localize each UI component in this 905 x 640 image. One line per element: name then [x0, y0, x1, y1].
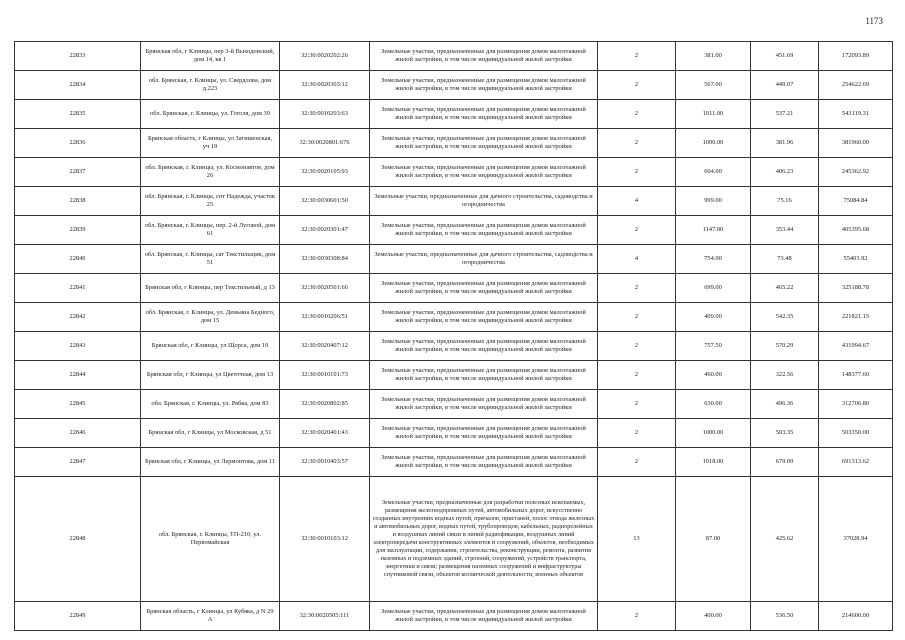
land-use-cell: Земельные участки, предназначенные для размещения домов малоэтажной жилой застройки, в том числе индивидуальной жилой застройки: [370, 448, 598, 477]
area-cell: 400.00: [676, 602, 751, 631]
area-cell: 999.00: [676, 187, 751, 216]
specific-value-cell: 496.36: [751, 390, 819, 419]
address-cell: Брянская область, г Клинцы, ул Затишенская, уч 19: [141, 129, 280, 158]
table-row: [15, 245, 893, 274]
specific-value-cell: 536.50: [751, 602, 819, 631]
address-cell: обл. Брянская, г. Клинцы, ул. Свердлова, дом д.223: [141, 71, 280, 100]
land-use-cell: Земельные участки, предназначенные для размещения домов малоэтажной жилой застройки, в том числе индивидуальной жилой застройки: [370, 361, 598, 390]
table-row: [15, 129, 893, 158]
cadastral-value-cell: 37028.94: [819, 477, 893, 602]
row-number-cell: 22845: [15, 390, 141, 419]
land-use-cell: Земельные участки, предназначенные для разработки полезных ископаемых, размещения железнодорожных путей, автомобильных дорог, искусственно созданных внутренних водных путей, причалов, пристаней, полос отвода железных и автомобильных дорог, водных путей, трубопроводов, кабельных, радиорелейных и воздушных линий связи и линий радиофикации, воздушных линий электропередачи конструктивных элементов и сооружений, объектов, необходимых для эксплуатации, содержания, строительства, реконструкции, ремонта, развития наземных и подземных зданий, строений, сооружений, устройств транспорта, энергетики и связи; размещения наземных сооружений и инфраструктуры спутниковой связи, объектов космической деятельности, военных объектов: [370, 477, 598, 602]
group-cell: 4: [598, 187, 676, 216]
cadastral-value-cell: 503350.00: [819, 419, 893, 448]
area-cell: 757.50: [676, 332, 751, 361]
specific-value-cell: 503.35: [751, 419, 819, 448]
row-number-cell: 22846: [15, 419, 141, 448]
group-cell: 2: [598, 303, 676, 332]
cadastral-value-cell: 312706.80: [819, 390, 893, 419]
specific-value-cell: 537.21: [751, 100, 819, 129]
land-use-cell: Земельные участки, предназначенные для размещения домов малоэтажной жилой застройки, в том числе индивидуальной жилой застройки: [370, 216, 598, 245]
area-cell: 409.00: [676, 303, 751, 332]
cadastral-number-cell: 32:30:0010206:51: [280, 303, 370, 332]
land-use-cell: Земельные участки, предназначенные для размещения домов малоэтажной жилой застройки, в том числе индивидуальной жилой застройки: [370, 390, 598, 419]
table-row: [15, 448, 893, 477]
specific-value-cell: 451.69: [751, 42, 819, 71]
row-number-cell: 22836: [15, 129, 141, 158]
cadastral-number-cell: 32:30:0020501:66: [280, 274, 370, 303]
cadastral-number-cell: 32:30:0020802:85: [280, 390, 370, 419]
group-cell: 2: [598, 129, 676, 158]
cadastral-number-cell: 32:30:0020401:43: [280, 419, 370, 448]
table-row: [15, 274, 893, 303]
group-cell: 2: [598, 100, 676, 129]
row-number-cell: 22834: [15, 71, 141, 100]
specific-value-cell: 73.48: [751, 245, 819, 274]
address-cell: Брянская обл, г Клинцы, ул Лермонтова, дом 11: [141, 448, 280, 477]
land-use-cell: Земельные участки, предназначенные для размещения домов малоэтажной жилой застройки, в том числе индивидуальной жилой застройки: [370, 42, 598, 71]
specific-value-cell: 679.09: [751, 448, 819, 477]
cadastral-value-cell: 245362.92: [819, 158, 893, 187]
address-cell: обл. Брянская, г. Клинцы, ул. Гоголя, дом 39: [141, 100, 280, 129]
specific-value-cell: 570.29: [751, 332, 819, 361]
group-cell: 2: [598, 361, 676, 390]
specific-value-cell: 75.16: [751, 187, 819, 216]
address-cell: обл. Брянская, г. Клинцы, ул. Рябка, дом 83: [141, 390, 280, 419]
land-use-cell: Земельные участки, предназначенные для размещения домов малоэтажной жилой застройки, в том числе индивидуальной жилой застройки: [370, 100, 598, 129]
cadastral-value-cell: 148377.60: [819, 361, 893, 390]
table-row: [15, 332, 893, 361]
group-cell: 2: [598, 419, 676, 448]
cadastral-value-cell: 254622.69: [819, 71, 893, 100]
row-number-cell: 22848: [15, 477, 141, 602]
table-row: [15, 187, 893, 216]
address-cell: обл. Брянская, г. Клинцы, ул. Космонавтов, дом 26: [141, 158, 280, 187]
address-cell: обл. Брянская, г. Клинцы, ул. Демьяна Бедного, дом 15: [141, 303, 280, 332]
address-cell: Брянская обл, г Клинцы, ул Щорса, дом 19: [141, 332, 280, 361]
specific-value-cell: 425.62: [751, 477, 819, 602]
area-cell: 567.00: [676, 71, 751, 100]
cadastral-value-cell: 325188.78: [819, 274, 893, 303]
row-number-cell: 22835: [15, 100, 141, 129]
group-cell: 2: [598, 158, 676, 187]
row-number-cell: 22833: [15, 42, 141, 71]
specific-value-cell: 322.56: [751, 361, 819, 390]
area-cell: 87.00: [676, 477, 751, 602]
row-number-cell: 22842: [15, 303, 141, 332]
cadastral-value-table: [14, 41, 893, 631]
row-number-cell: 22837: [15, 158, 141, 187]
group-cell: 2: [598, 602, 676, 631]
table-row: [15, 216, 893, 245]
row-number-cell: 22840: [15, 245, 141, 274]
area-cell: 1011.00: [676, 100, 751, 129]
group-cell: 2: [598, 216, 676, 245]
cadastral-value-cell: 221821.15: [819, 303, 893, 332]
cadastral-value-cell: 214600.00: [819, 602, 893, 631]
cadastral-number-cell: 32:30:0020301:47: [280, 216, 370, 245]
table-row: [15, 602, 893, 631]
area-cell: 1000.00: [676, 129, 751, 158]
cadastral-number-cell: 32:30:0010103:12: [280, 477, 370, 602]
group-cell: 13: [598, 477, 676, 602]
row-number-cell: 22839: [15, 216, 141, 245]
cadastral-value-cell: 172093.89: [819, 42, 893, 71]
table-row: [15, 71, 893, 100]
row-number-cell: 22844: [15, 361, 141, 390]
land-use-cell: Земельные участки, предназначенные для размещения домов малоэтажной жилой застройки, в том числе индивидуальной жилой застройки: [370, 332, 598, 361]
address-cell: Брянская обл, г Клинцы, пер 3-й Выходонский, дом 14, кв 1: [141, 42, 280, 71]
area-cell: 630.00: [676, 390, 751, 419]
area-cell: 699.00: [676, 274, 751, 303]
table-row: [15, 477, 893, 602]
area-cell: 1000.00: [676, 419, 751, 448]
cadastral-number-cell: 32:30:0030308:84: [280, 245, 370, 274]
table-body: [15, 42, 893, 631]
address-cell: Брянская обл, г Клинцы, пер Текстильный, д 13: [141, 274, 280, 303]
row-number-cell: 22847: [15, 448, 141, 477]
address-cell: обл. Брянская, г. Клинцы, ТП-210, ул. Первомайская: [141, 477, 280, 602]
land-use-cell: Земельные участки, предназначенные для размещения домов малоэтажной жилой застройки, в том числе индивидуальной жилой застройки: [370, 419, 598, 448]
row-number-cell: 22849: [15, 602, 141, 631]
cadastral-number-cell: 32:30:0020407:12: [280, 332, 370, 361]
land-use-cell: Земельные участки, предназначенные для размещения домов малоэтажной жилой застройки, в том числе индивидуальной жилой застройки: [370, 602, 598, 631]
area-cell: 604.00: [676, 158, 751, 187]
address-cell: обл. Брянская, г. Клинцы, сат Текстильщик, дом 51: [141, 245, 280, 274]
address-cell: Брянская обл, г Клинцы, ул Московская, д 51: [141, 419, 280, 448]
cadastral-number-cell: 32:30:0020202:26: [280, 42, 370, 71]
cadastral-number-cell: 32:30:0020801:676: [280, 129, 370, 158]
area-cell: 460.00: [676, 361, 751, 390]
table-row: [15, 100, 893, 129]
land-use-cell: Земельные участки, предназначенные для размещения домов малоэтажной жилой застройки, в том числе индивидуальной жилой застройки: [370, 274, 598, 303]
cadastral-value-cell: 691313.62: [819, 448, 893, 477]
cadastral-value-cell: 431994.67: [819, 332, 893, 361]
group-cell: 2: [598, 71, 676, 100]
group-cell: 2: [598, 448, 676, 477]
cadastral-number-cell: 32:30:0010101:73: [280, 361, 370, 390]
cadastral-number-cell: 32:30:0010203:63: [280, 100, 370, 129]
land-use-cell: Земельные участки, предназначенные для размещения домов малоэтажной жилой застройки, в том числе индивидуальной жилой застройки: [370, 71, 598, 100]
group-cell: 4: [598, 245, 676, 274]
address-cell: обл. Брянская, г. Клинцы, снт Надежда, участок 25: [141, 187, 280, 216]
specific-value-cell: 381.96: [751, 129, 819, 158]
cadastral-value-cell: 543119.31: [819, 100, 893, 129]
table-row: [15, 390, 893, 419]
address-cell: обл. Брянская, г. Клинцы, пер. 2-й Луговой, дом 61: [141, 216, 280, 245]
area-cell: 1018.00: [676, 448, 751, 477]
table-row: [15, 158, 893, 187]
specific-value-cell: 406.23: [751, 158, 819, 187]
land-use-cell: Земельные участки, предназначенные для дачного строительства, садоводства и огородничества: [370, 245, 598, 274]
address-cell: Брянская область, г Клинцы, ул Кубяка, д N 29 А: [141, 602, 280, 631]
cadastral-number-cell: 32:30:0010403:57: [280, 448, 370, 477]
cadastral-value-cell: 381960.00: [819, 129, 893, 158]
land-use-cell: Земельные участки, предназначенные для размещения домов малоэтажной жилой застройки, в том числе индивидуальной жилой застройки: [370, 158, 598, 187]
group-cell: 2: [598, 42, 676, 71]
area-cell: 1147.00: [676, 216, 751, 245]
cadastral-number-cell: 32:30:0020505:111: [280, 602, 370, 631]
group-cell: 2: [598, 332, 676, 361]
land-use-cell: Земельные участки, предназначенные для размещения домов малоэтажной жилой застройки, в том числе индивидуальной жилой застройки: [370, 129, 598, 158]
row-number-cell: 22841: [15, 274, 141, 303]
page-number: 1173: [865, 16, 883, 26]
land-use-cell: Земельные участки, предназначенные для дачного строительства, садоводства и огородничества: [370, 187, 598, 216]
cadastral-value-cell: 405395.68: [819, 216, 893, 245]
row-number-cell: 22838: [15, 187, 141, 216]
specific-value-cell: 353.44: [751, 216, 819, 245]
group-cell: 2: [598, 390, 676, 419]
area-cell: 381.00: [676, 42, 751, 71]
table-row: [15, 419, 893, 448]
specific-value-cell: 465.22: [751, 274, 819, 303]
table-row: [15, 361, 893, 390]
cadastral-number-cell: 32:30:0030601:50: [280, 187, 370, 216]
group-cell: 2: [598, 274, 676, 303]
table-row: [15, 303, 893, 332]
land-use-cell: Земельные участки, предназначенные для размещения домов малоэтажной жилой застройки, в том числе индивидуальной жилой застройки: [370, 303, 598, 332]
specific-value-cell: 449.07: [751, 71, 819, 100]
area-cell: 754.00: [676, 245, 751, 274]
cadastral-value-cell: 55403.92: [819, 245, 893, 274]
row-number-cell: 22843: [15, 332, 141, 361]
specific-value-cell: 542.35: [751, 303, 819, 332]
cadastral-number-cell: 32:30:0020303:12: [280, 71, 370, 100]
cadastral-number-cell: 32:30:0020105:93: [280, 158, 370, 187]
address-cell: Брянская обл, г Клинцы, ул Цветочная, дом 13: [141, 361, 280, 390]
table-row: [15, 42, 893, 71]
cadastral-value-cell: 75084.84: [819, 187, 893, 216]
